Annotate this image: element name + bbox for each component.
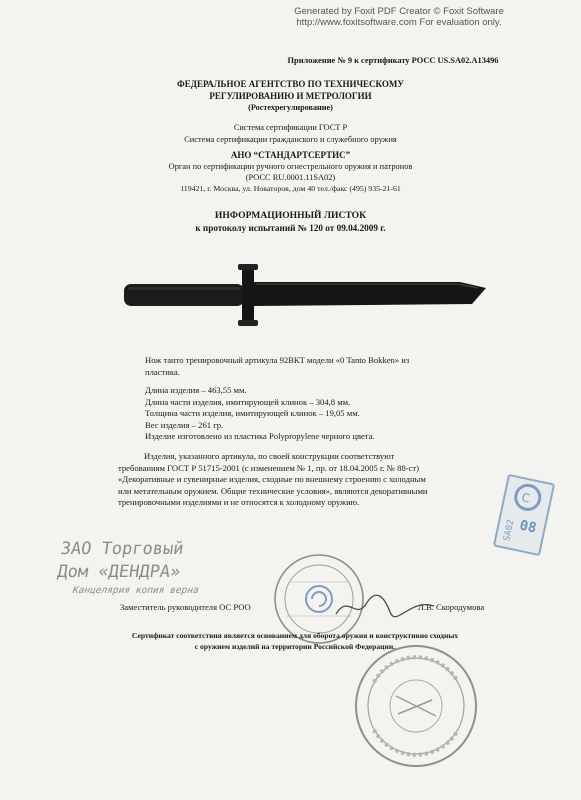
company-stamp-line-3: Канцелярия копия верна [72,585,200,596]
footer-line-1: Сертификат соответствия является основанием для оборота оружия и конструктивно сходных [131,631,459,640]
knife-blade [254,282,486,306]
knife-guard [242,268,254,322]
intro-line-1: Нож танто тренировочный артикула 92ВКТ модели «0 Tanto Bokken» из [145,355,410,365]
signatory-name: Л.В. Скородумова [418,602,485,612]
title-line-2: к протоколу испытаний № 120 от 09.04.2009 г. [195,223,386,233]
company-stamp [54,538,206,598]
system-line-2: Система сертификации гражданского и служебного оружия [184,135,397,144]
company-stamp-line-1: ЗАО Торговый [59,539,185,559]
conclusion-line-1: Изделия, указанного артикула, по своей конструкции соответствуют [144,451,395,461]
agency-line-2: РЕГУЛИРОВАНИЮ И МЕТРОЛОГИИ [209,91,372,101]
foxit-watermark [269,6,529,28]
footer-line-2: с оружием изделий на территории Российской Федерации. [194,641,396,651]
spec-blade-length: Длина части изделия, имитирующей клинок – 304,8 мм. [145,396,351,407]
conclusion-line-3: «Декоративные и сувенирные изделия, сходные по внешнему строению с холодным [118,474,426,484]
agency-block [40,78,541,114]
conclusion-text [118,451,494,509]
svg-text:С: С [520,490,532,506]
agency-line-3: (Ростехрегулирование) [248,103,333,112]
spec-blade-thickness: Толщина части изделия, имитирующей клинок – 19,05 мм. [145,408,360,418]
intro-line-2: пластика. [145,367,180,377]
org-line-2: (РОСС RU.0001.11SA02) [245,173,336,182]
spec-length: Длина изделия – 463,55 мм. [145,385,247,395]
rst-number: 08 [518,517,538,537]
watermark-line-2: http://www.foxitsoftware.com For evaluation only. [296,17,502,28]
rst-stamp [493,474,555,556]
system-line-1: Система сертификации ГОСТ Р [233,123,348,132]
org-address: 119421, г. Москва, ул. Новаторов, дом 40 тел./факс (495) 935-21-61 [180,184,401,193]
organization-block [40,150,541,194]
spec-weight: Вес изделия – 261 гр. [145,419,224,430]
company-round-stamp-icon [352,642,480,770]
document-title [40,210,541,234]
signatory-role: Заместитель руководителя ОС РОО [120,602,251,612]
conclusion-line-5: тренировочными изделиями и не относятся к холодному оружию. [118,497,360,507]
watermark-line-1: Generated by Foxit PDF Creator © Foxit Software [294,6,504,17]
product-specs [145,385,475,443]
conclusion-line-2: требованиям ГОСТ Р 51715-2001 (с изменением № 1, пр. от 18.04.2005 г. № 88-ст) [118,462,420,473]
spec-material: Изделие изготовлено из пластика Polypropylene черного цвета. [145,431,375,441]
appendix-reference: Приложение № 9 к сертификату РОСС US.SA02.A13496 [287,56,499,65]
tanto-knife-image [120,262,490,328]
company-stamp-line-2: Дом «ДЕНДРА» [56,562,182,582]
org-line-1: Орган по сертификации ручного огнестрельного оружия и патронов [168,162,413,171]
conclusion-line-4: или метательным оружием. Общие технические условия», являются декоративными [118,485,428,496]
rst-code: SA02 [502,518,517,543]
product-intro [145,354,495,378]
agency-line-1: ФЕДЕРАЛЬНОЕ АГЕНТСТВО ПО ТЕХНИЧЕСКОМУ [177,79,404,89]
title-line-1: ИНФОРМАЦИОННЫЙ ЛИСТОК [214,210,367,221]
rst-logo-icon [505,479,550,517]
org-name: АНО “СТАНДАРТСЕРТИС” [230,150,351,160]
system-block [40,122,541,146]
